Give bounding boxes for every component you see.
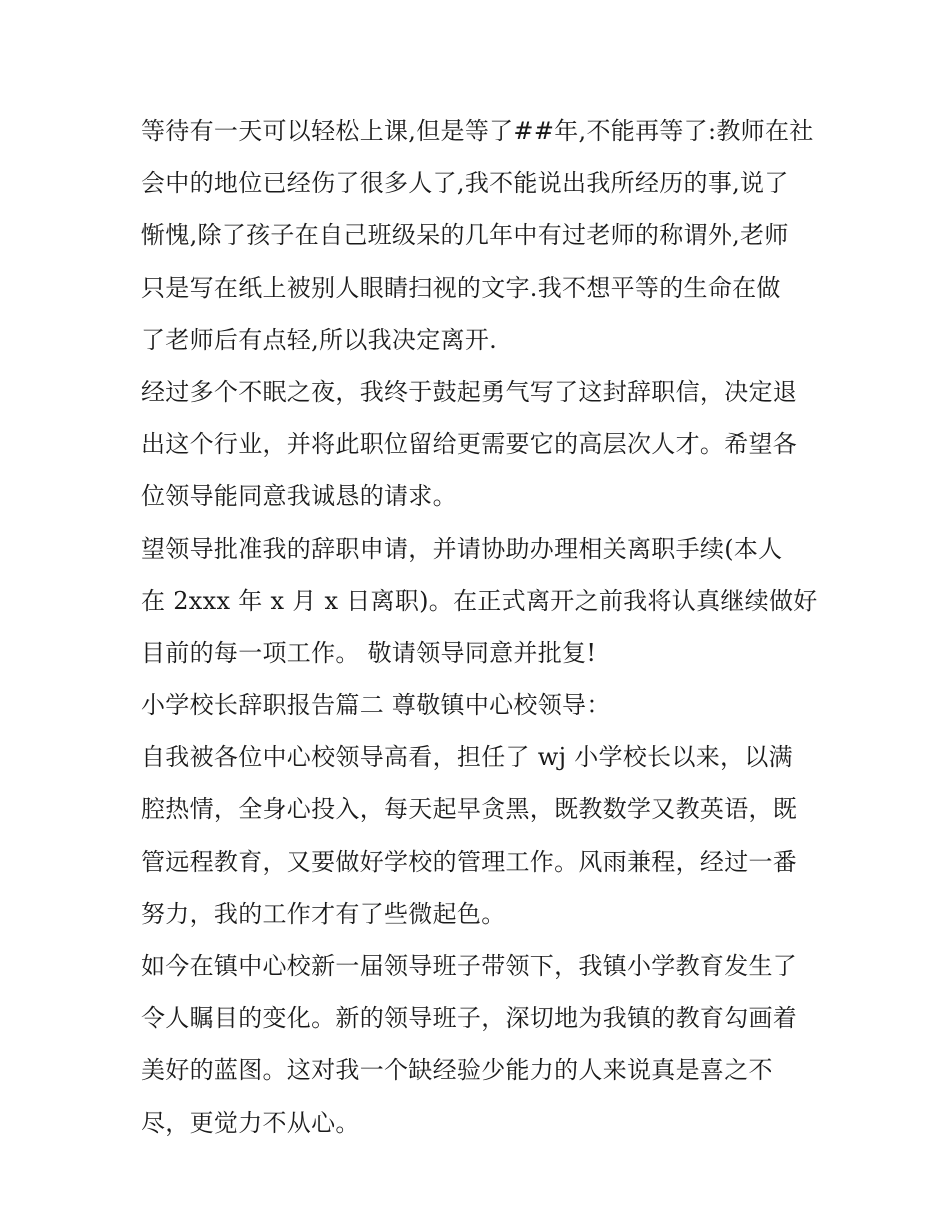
text-line: 了老师后有点轻,所以我决定离开. <box>141 325 498 354</box>
section-heading: 小学校长辞职报告篇二 尊敬镇中心校领导： <box>141 691 611 720</box>
text-line: 令人瞩目的变化。新的领导班子，深切地为我镇的教育勾画着 <box>141 1004 798 1033</box>
text-line: 惭愧,除了孩子在自己班级呆的几年中有过老师的称谓外,老师 <box>141 221 789 250</box>
text-line: 管远程教育，又要做好学校的管理工作。风雨兼程，经过一番 <box>141 847 798 876</box>
text-line: 会中的地位已经伤了很多人了,我不能说出我所经历的事,说了 <box>141 169 789 198</box>
text-line: 尽，更觉力不从心。 <box>141 1108 360 1137</box>
text-line: 出这个行业，并将此职位留给更需要它的高层次人才。希望各 <box>141 430 798 459</box>
text-line: 位领导能同意我诚恳的请求。 <box>141 482 457 511</box>
text-line: 目前的每一项工作。 敬请领导同意并批复! <box>141 638 597 667</box>
text-line: 努力，我的工作才有了些微起色。 <box>141 899 506 928</box>
document-body <box>141 105 821 1149</box>
text-line: 美好的蓝图。这对我一个缺经验少能力的人来说真是喜之不 <box>141 1056 773 1085</box>
text-line: 自我被各位中心校领导高看，担任了 wj 小学校长以来，以满 <box>141 743 793 772</box>
text-line: 在 2xxx 年 x 月 x 日离职)。在正式离开之前我将认真继续做好 <box>141 586 818 615</box>
text-line: 只是写在纸上被别人眼睛扫视的文字.我不想平等的生命在做 <box>141 273 781 302</box>
text-line: 等待有一天可以轻松上课,但是等了##年,不能再等了:教师在社 <box>141 117 814 145</box>
text-line: 望领导批准我的辞职申请，并请协助办理相关离职手续(本人 <box>141 534 783 563</box>
text-line: 经过多个不眠之夜，我终于鼓起勇气写了这封辞职信，决定退 <box>141 377 798 406</box>
text-line: 腔热情，全身心投入，每天起早贪黑，既教数学又教英语，既 <box>141 795 798 824</box>
text-line: 如今在镇中心校新一届领导班子带领下，我镇小学教育发生了 <box>141 952 798 980</box>
